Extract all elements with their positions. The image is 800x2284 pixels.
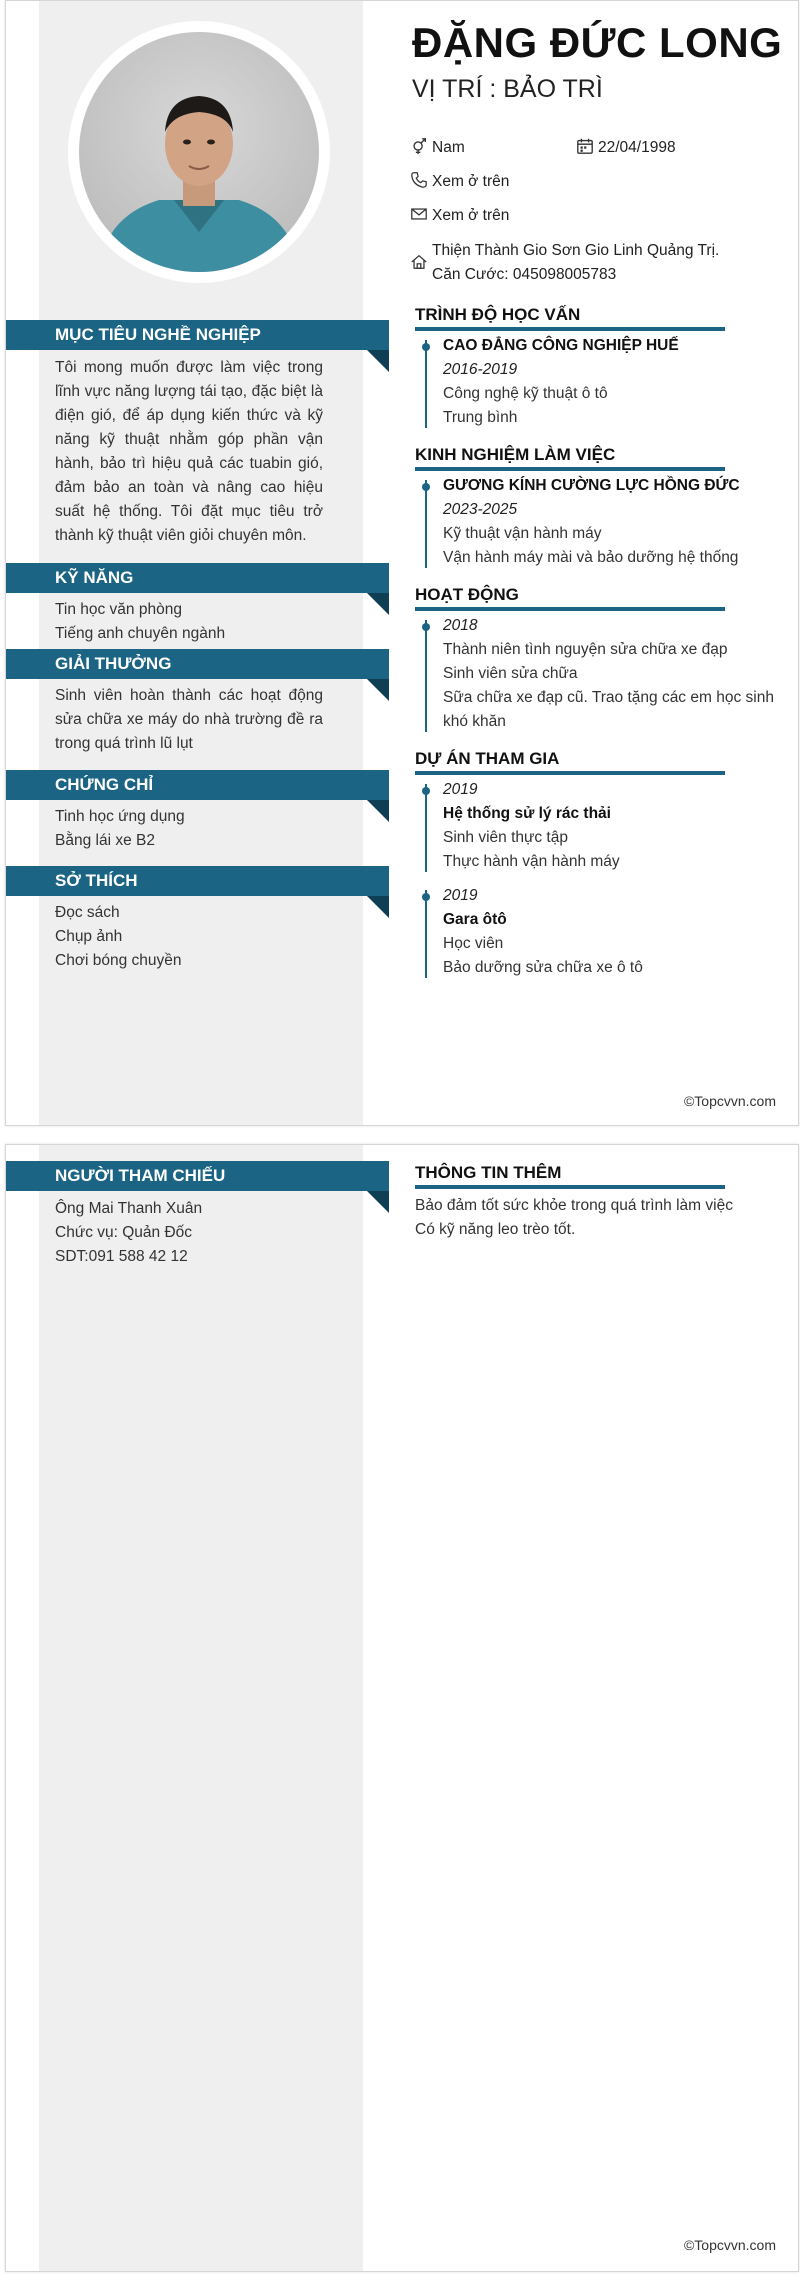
activities-timeline — [425, 620, 427, 732]
phone-info — [410, 171, 509, 191]
activity-org: Thành niên tình nguyện sửa chữa xe đạp — [443, 641, 728, 658]
phone-value: Xem ở trên — [432, 173, 510, 190]
email-info — [410, 205, 509, 225]
reference-item: Ông Mai Thanh Xuân — [55, 1200, 203, 1217]
skill-item: Tiếng anh chuyên ngành — [55, 625, 226, 642]
section-awards-title: GIẢI THƯỞNG — [6, 649, 389, 679]
gender-value: Nam — [432, 139, 465, 156]
id-card-line: Căn Cước: 045098005783 — [432, 266, 617, 283]
experience-company: GƯƠNG KÍNH CƯỜNG LỰC HỒNG ĐỨC — [443, 477, 740, 494]
project-name: Hệ thống sử lý rác thải — [443, 805, 611, 822]
birthday-value: 22/04/1998 — [598, 139, 676, 156]
education-bullet — [422, 343, 430, 351]
email-icon — [410, 205, 428, 223]
activity-desc: Sữa chữa xe đạp cũ. Trao tặng các em học sinh khó khăn — [443, 689, 774, 730]
reference-item: SDT:091 588 42 12 — [55, 1248, 188, 1265]
experience-bullet — [422, 483, 430, 491]
activity-year: 2018 — [443, 617, 478, 634]
hobby-item: Chơi bóng chuyền — [55, 952, 182, 969]
cv-page-1 — [5, 0, 799, 1126]
birthday-info — [576, 137, 676, 157]
candidate-position: VỊ TRÍ : BẢO TRÌ — [412, 75, 603, 103]
project-role: Học viên — [443, 935, 504, 952]
education-grade: Trung bình — [443, 409, 518, 426]
candidate-name: ĐẶNG ĐỨC LONG — [412, 19, 783, 66]
section-experience-title: KINH NGHIỆM LÀM VIỆC — [415, 445, 725, 471]
skill-item: Tin học văn phòng — [55, 601, 182, 618]
left-sidebar — [39, 1145, 363, 2271]
project-year: 2019 — [443, 887, 478, 904]
extra-item: Có kỹ năng leo trèo tốt. — [415, 1221, 576, 1238]
certificate-item: Bằng lái xe B2 — [55, 832, 155, 849]
hobby-item: Đọc sách — [55, 904, 120, 921]
experience-timeline — [425, 480, 427, 568]
education-period: 2016-2019 — [443, 361, 518, 378]
section-skills-title: KỸ NĂNG — [6, 563, 389, 593]
project-desc: Bảo dưỡng sửa chữa xe ô tô — [443, 959, 643, 976]
address-line: Thiện Thành Gio Sơn Gio Linh Quảng Trị. — [432, 242, 720, 259]
project-name: Gara ôtô — [443, 911, 507, 928]
hobby-item: Chụp ảnh — [55, 928, 123, 945]
project-role: Sinh viên thực tập — [443, 829, 568, 846]
avatar — [79, 32, 319, 272]
gender-icon — [410, 137, 428, 155]
email-value: Xem ở trên — [432, 207, 510, 224]
section-hobbies-title: SỞ THÍCH — [6, 866, 389, 896]
experience-role: Kỹ thuật vận hành máy — [443, 525, 602, 542]
extra-item: Bảo đảm tốt sức khỏe trong quá trình làm việc — [415, 1197, 733, 1214]
awards-text: Sinh viên hoàn thành các hoạt động sửa chữa xe máy do nhà trường đề ra trong quá trình lũ lụt — [55, 687, 323, 752]
section-projects-title: DỰ ÁN THAM GIA — [415, 749, 725, 775]
calendar-icon — [576, 137, 594, 155]
project-bullet — [422, 787, 430, 795]
cv-page-2 — [5, 1144, 799, 2272]
footer-copyright: ©Topcvvn.com — [683, 2237, 776, 2253]
education-school: CAO ĐẲNG CÔNG NGHIỆP HUẾ — [443, 337, 679, 354]
reference-item: Chức vụ: Quản Đốc — [55, 1224, 193, 1241]
section-objective-title: MỤC TIÊU NGHỀ NGHIỆP — [6, 320, 389, 350]
experience-period: 2023-2025 — [443, 501, 518, 518]
project-timeline — [425, 890, 427, 978]
education-major: Công nghệ kỹ thuật ô tô — [443, 385, 608, 402]
certificate-item: Tinh học ứng dụng — [55, 808, 185, 825]
section-activities-title: HOẠT ĐỘNG — [415, 585, 725, 611]
section-references-title: NGƯỜI THAM CHIẾU — [6, 1161, 389, 1191]
project-bullet — [422, 893, 430, 901]
phone-icon — [410, 171, 428, 189]
project-timeline — [425, 784, 427, 872]
person-photo-icon — [79, 32, 319, 272]
gender-info — [410, 137, 465, 157]
project-year: 2019 — [443, 781, 478, 798]
footer-copyright: ©Topcvvn.com — [683, 1093, 776, 1109]
section-education-title: TRÌNH ĐỘ HỌC VẤN — [415, 305, 725, 331]
education-timeline — [425, 340, 427, 428]
address-info — [410, 239, 719, 287]
home-icon — [410, 253, 428, 271]
section-certificates-title: CHỨNG CHỈ — [6, 770, 389, 800]
activity-role: Sinh viên sửa chữa — [443, 665, 578, 682]
objective-text: Tôi mong muốn được làm việc trong lĩnh vực năng lượng tái tạo, đặc biệt là điện gió, để áp dụng kiến thức và kỹ năng kỹ thuật nhằm góp phần vận hành, bảo trì hiệu quả các tuabin gió, đảm bảo an toàn và nâng cao hiệu suất hệ thống. Tôi đặt mục tiêu trở thành kỹ thuật viên giỏi chuyên môn. — [55, 359, 323, 544]
activities-bullet — [422, 623, 430, 631]
experience-desc: Vận hành máy mài và bảo dưỡng hệ thống — [443, 549, 739, 566]
project-desc: Thực hành vận hành máy — [443, 853, 620, 870]
section-extra-title: THÔNG TIN THÊM — [415, 1163, 725, 1189]
